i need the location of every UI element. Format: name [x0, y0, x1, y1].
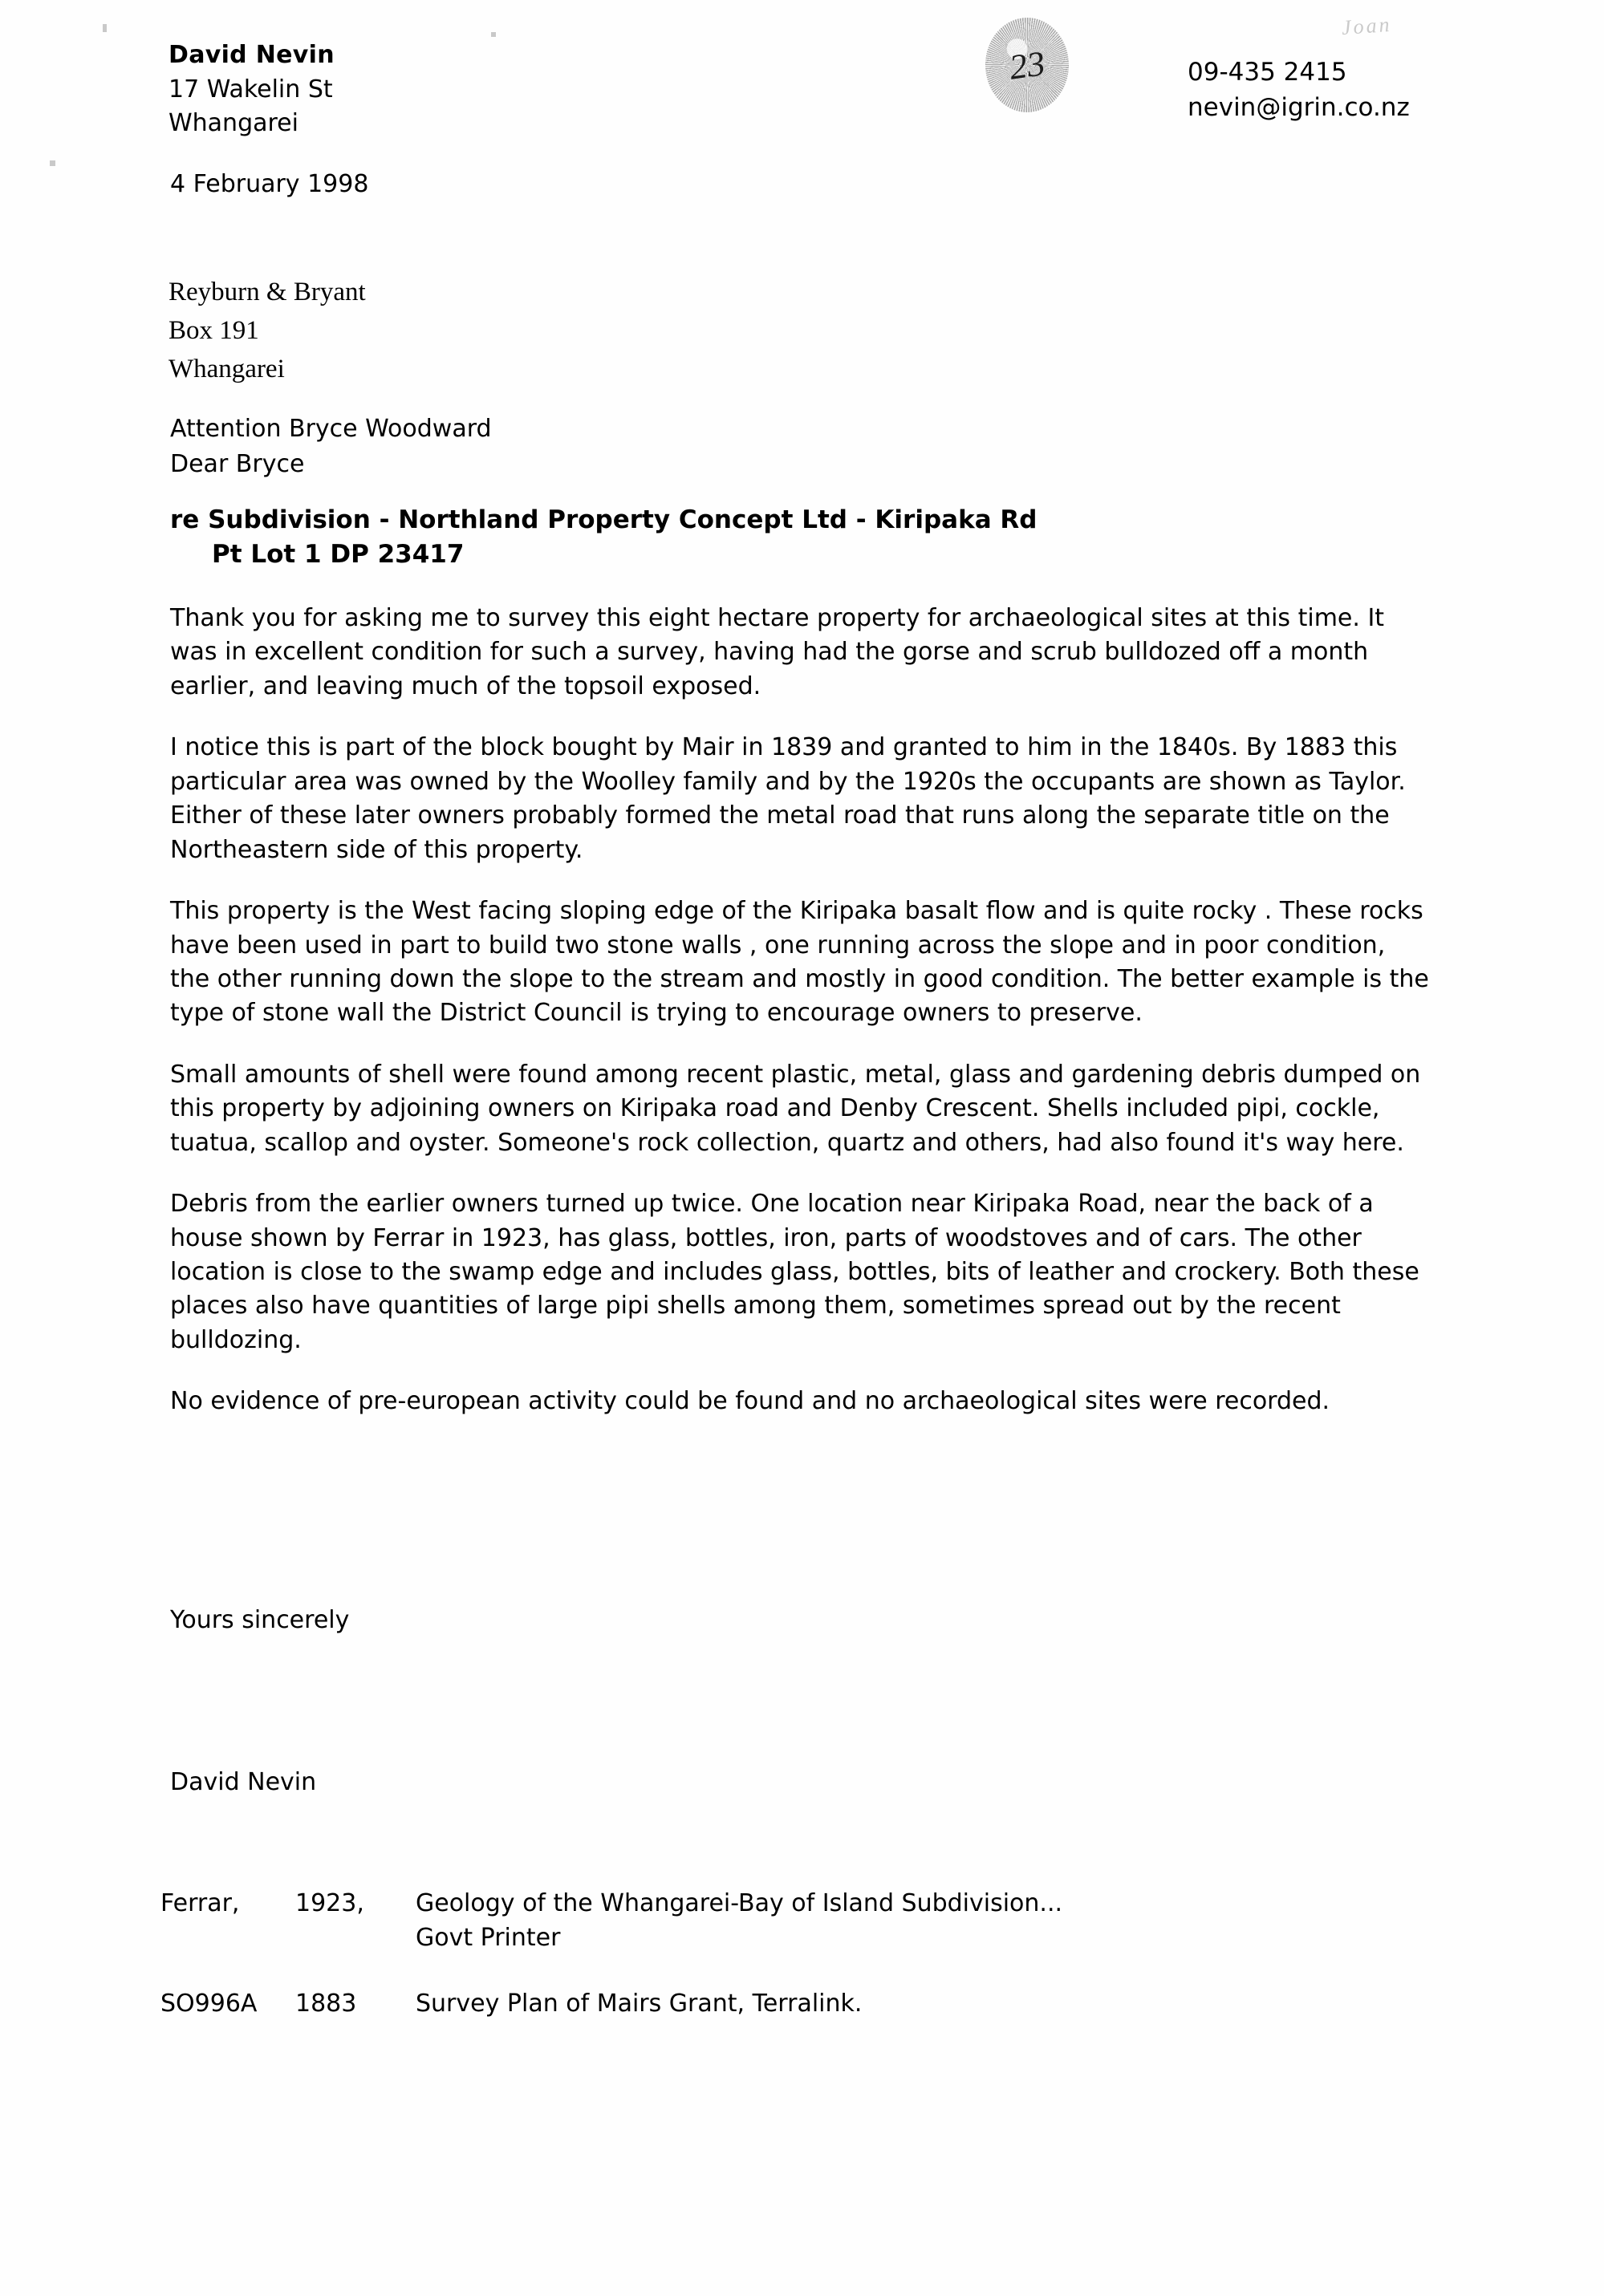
reference-year: 1883	[295, 1990, 357, 2018]
contact-details	[1188, 55, 1410, 125]
reference-title-group	[416, 1987, 1444, 2022]
archive-stamp	[985, 18, 1069, 112]
reference-entry	[160, 1987, 1444, 2022]
sender-name: David Nevin	[169, 41, 335, 69]
subject-line-1: re Subdivision - Northland Property Concept Ltd - Kiripaka Rd	[170, 505, 1038, 534]
pencil-annotation: Joan	[1341, 12, 1393, 40]
scan-speck	[491, 32, 496, 37]
recipient-company: Reyburn & Bryant	[169, 278, 366, 306]
salutation	[170, 412, 492, 481]
stamp-number: 23	[1006, 43, 1048, 87]
body-paragraph: This property is the West facing sloping edge of the Kiripaka basalt flow and is quite rocky . These rocks have been used in part to build two stone walls , one running across the slope and in poor condition, the other running down the slope to the stream and mostly in good condition. The better example is the type of stone wall the District Council is trying to encourage owners to preserve.	[170, 897, 1429, 1028]
reference-title-group	[416, 1887, 1444, 1955]
recipient-city: Whangarei	[169, 355, 285, 384]
subject-heading	[170, 503, 1037, 573]
recipient-address	[169, 273, 366, 389]
body-paragraph: No evidence of pre-european activity could be found and no archaeological sites were recorded.	[170, 1387, 1330, 1416]
scan-speck	[103, 24, 107, 32]
phone-number: 09-435 2415	[1188, 58, 1347, 87]
recipient-box: Box 191	[169, 316, 259, 346]
letter-body	[170, 602, 1430, 1446]
reference-title: Geology of the Whangarei-Bay of Island Subdivision...	[416, 1889, 1063, 1917]
signature-name: David Nevin	[170, 1768, 317, 1796]
reference-title: Survey Plan of Mairs Grant, Terralink.	[416, 1990, 863, 2018]
attention-line: Attention Bryce Woodward	[170, 415, 492, 443]
body-paragraph: Thank you for asking me to survey this eight hectare property for archaeological sites at this time. It was in excellent condition for such a survey, having had the gorse and scrub bulldozed off a month earlier, and leaving much of the topsoil exposed.	[170, 604, 1385, 700]
email-address: nevin@igrin.co.nz	[1188, 93, 1410, 123]
letter-date: 4 February 1998	[170, 170, 369, 198]
letterhead	[169, 39, 335, 141]
reference-year: 1923,	[295, 1889, 364, 1917]
reference-publisher: Govt Printer	[416, 1923, 561, 1952]
subject-line-2: Pt Lot 1 DP 23417	[212, 540, 465, 570]
greeting-line: Dear Bryce	[170, 449, 305, 478]
body-paragraph: Small amounts of shell were found among recent plastic, metal, glass and gardening debris dumped on this property by adjoining owners on Kiripaka road and Denby Crescent. Shells included pipi, cockle, tuatua, scallop and oyster. Someone's rock collection, quartz and others, had also found it's way here.	[170, 1060, 1421, 1157]
sender-street: 17 Wakelin St	[169, 75, 333, 103]
body-paragraph: I notice this is part of the block bought by Mair in 1839 and granted to him in the 1840s. By 1883 this particular area was owned by the Woolley family and by the 1920s the occupants are shown as Taylor. Either of these later owners probably formed the metal road that runs along the separate title on the Northeastern side of this property.	[170, 733, 1406, 864]
valediction: Yours sincerely	[170, 1606, 350, 1634]
body-paragraph: Debris from the earlier owners turned up twice. One location near Kiripaka Road, near the back of a house shown by Ferrar in 1923, has glass, bottles, iron, parts of woodstoves and of cars. The other location is close to the swamp edge and includes glass, bottles, bits of leather and crockery. Both these places also have quantities of large pipi shells among them, sometimes spread out by the recent bulldozing.	[170, 1190, 1419, 1354]
reference-entry	[160, 1887, 1444, 1955]
reference-author: SO996A	[160, 1990, 258, 2018]
reference-author: Ferrar,	[160, 1889, 240, 1917]
scan-speck	[50, 160, 55, 166]
references-list	[160, 1887, 1444, 2054]
sender-city: Whangarei	[169, 109, 298, 138]
